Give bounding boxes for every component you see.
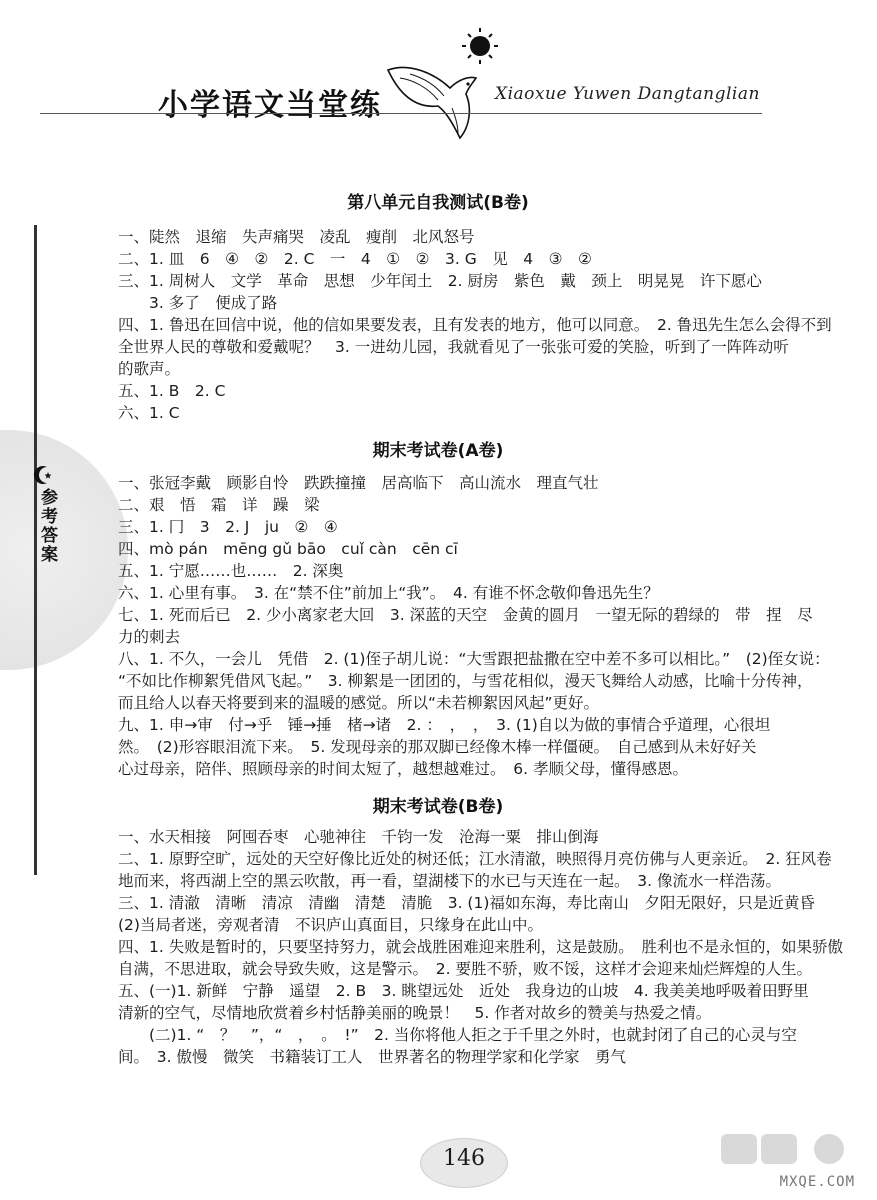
answer-line: 地而来，将西湖上空的黑云吹散，再一看，望湖楼下的水已与天连在一起。 3. 像流水一样浩荡。 [118, 872, 781, 890]
answer-line: 自满，不思进取，就会导致失败，这是警示。 2. 要胜不骄，败不馁，这样才会迎来灿烂辉煌的人生。 [118, 960, 812, 978]
answer-line: 间。 3. 傲慢 微笑 书籍装订工人 世界著名的物理学家和化学家 勇气 [118, 1048, 626, 1066]
section-title: 期末考试卷(B卷) [372, 797, 504, 817]
sidebar-tab-background [0, 430, 128, 670]
header-divider [40, 113, 762, 114]
answer-line: 五、(一)1. 新鲜 宁静 遥望 2. B 3. 眺望远处 近处 我身边的山坡 4. 我美美地呼吸着田野里 [118, 982, 809, 1000]
crescent-moon-icon [33, 464, 55, 486]
answer-line: 七、1. 死而后已 2. 少小离家老大回 3. 深蓝的天空 金黄的圆月 一望无际的碧绿的 带 捏 尽 [118, 606, 813, 624]
answer-line: 四、1. 鲁迅在回信中说，他的信如果要发表，且有发表的地方，他可以同意。 2. 鲁迅先生怎么会得不到 [118, 316, 832, 334]
answer-line: 三、1. 冂 3 2. J ju ② ④ [118, 518, 338, 536]
answer-line: 心过母亲，陪伴、照顾母亲的时间太短了，越想越难过。 6. 孝顺父母，懂得感恩。 [118, 760, 688, 778]
page-number: 146 [443, 1146, 485, 1171]
answer-line: 二、1. 原野空旷，远处的天空好像比近处的树还低；江水清澈，映照得月亮仿佛与人更亲近。 2. 狂风卷 [118, 850, 832, 868]
answer-line: (2)当局者迷，旁观者清 不识庐山真面目，只缘身在此山中。 [118, 916, 543, 934]
answer-key-label: 参考答案 [37, 488, 57, 564]
answer-line: 四、mò pán mēng gǔ bāo cuǐ càn cēn cī [118, 540, 458, 558]
answer-line: 一、水天相接 阿囤吞枣 心驰神往 千钧一发 沧海一粟 排山倒海 [118, 828, 599, 846]
answer-line: 六、1. C [118, 404, 180, 422]
answer-line: 六、1. 心里有事。 3. 在“禁不住”前加上“我”。 4. 有谁不怀念敬仰鲁迅先生？ [118, 584, 659, 602]
book-title: 小学语文当堂练 [158, 88, 382, 123]
watermark-url: MXQE.COM [779, 1174, 855, 1190]
dove-sun-logo-icon [380, 22, 500, 142]
answer-line: “不如比作柳絮凭借风飞起。” 3. 柳絮是一团团的，与雪花相似，漫天飞舞给人动感，比喻十分传神， [118, 672, 813, 690]
book-title-pinyin: Xiaoxue Yuwen Dangtanglian [495, 84, 760, 104]
answer-line: (二)1. “ ？ ”，“ ， 。 !” 2. 当你将他人拒之于千里之外时，也就封闭了自己的心灵与空 [118, 1026, 797, 1044]
answer-line: 力的刺去 [118, 628, 181, 646]
answer-line: 清新的空气，尽情地欣赏着乡村恬静美丽的晚景！ 5. 作者对故乡的赞美与热爱之情。 [118, 1004, 712, 1022]
answer-line: 五、1. 宁愿……也…… 2. 深奥 [118, 562, 344, 580]
answer-line: 五、1. B 2. C [118, 382, 226, 400]
answer-line: 一、陡然 退缩 失声痛哭 凌乱 瘦削 北风怒号 [118, 228, 475, 246]
answer-line: 四、1. 失败是暂时的，只要坚持努力，就会战胜困难迎来胜利，这是鼓励。 胜利也不是永恒的，如果骄傲 [118, 938, 843, 956]
answer-line: 全世界人民的尊敬和爱戴呢？ 3. 一进幼儿园，我就看见了一张张可爱的笑脸，听到了一阵阵动听 [118, 338, 789, 356]
answer-line: 三、1. 周树人 文学 革命 思想 少年闰土 2. 厨房 紫色 戴 颈上 明晃晃 许下愿心 [118, 272, 762, 290]
answer-line: 一、张冠李戴 顾影自怜 跌跌撞撞 居高临下 高山流水 理直气壮 [118, 474, 599, 492]
answer-line: 然。 (2)形容眼泪流下来。 5. 发现母亲的那双脚已经像木棒一样僵硬。 自己感到从未好好关 [118, 738, 757, 756]
answer-line: 八、1. 不久，一会儿 凭借 2. (1)侄子胡儿说：“大雪跟把盐撒在空中差不多可以相比。” (2)侄女说： [118, 650, 830, 668]
answer-line: 二、艰 悟 霜 详 躁 梁 [118, 496, 320, 514]
answer-line: 三、1. 清澈 清晰 清凉 清幽 清楚 清脆 3. (1)福如东海，寿比南山 夕阳无限好，只是近黄昏 [118, 894, 815, 912]
section-title: 期末考试卷(A卷) [372, 441, 504, 461]
section-title: 第八单元自我测试(B卷) [347, 193, 529, 213]
answer-line: 九、1. 申→审 付→乎 锤→捶 楮→诸 2. ： ， ， 3. (1)自以为做的事情合乎道理，心很坦 [118, 716, 771, 734]
answer-line: 二、1. 皿 6 ④ ② 2. C 一 4 ① ② 3. G 见 4 ③ ② [118, 250, 592, 268]
answer-line: 的歌声。 [118, 360, 181, 378]
answer-line: 3. 多了 便成了路 [118, 294, 278, 312]
answer-line: 而且给人以春天将要到来的温暖的感觉。所以“未若柳絮因风起”更好。 [118, 694, 600, 712]
